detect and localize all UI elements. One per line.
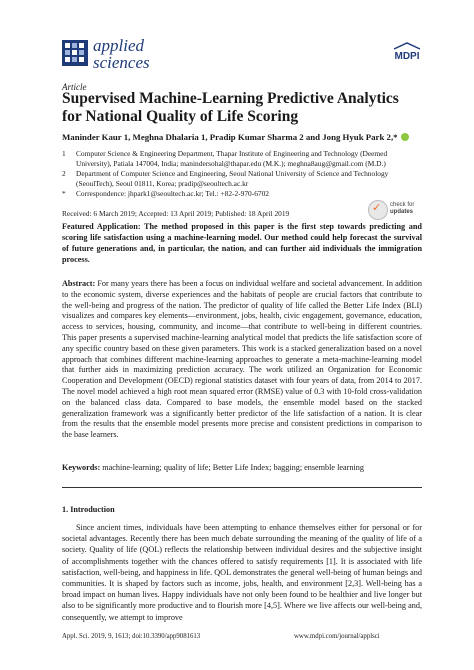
- journal-name-line2: sciences: [93, 53, 150, 72]
- abstract-label: Abstract:: [62, 279, 96, 288]
- article-type: Article: [62, 82, 87, 92]
- section-divider: [62, 487, 422, 488]
- affiliation-item: [62, 189, 422, 199]
- intro-paragraph: Since ancient times, individuals have been attempting to enhance themselves either for personal or for societal advantages. Recently there has been much debate surrounding the meaning of the quality of life of a society. Quality of life (QOL) reflects the relationship between individual desires and the subjective insight of accomplishments together with the chances offered to satisfy requirements [1]. It is associated with life satisfaction, well-being, and happiness in life. QOL demonstrates the general well-being of human beings and communities. It is shaped by factors such as income, jobs, health, and environment [2,3]. Well-being has a broad impact on human lives. Happy individuals have not only been found to be healthier and live longer but also to be significantly more productive and to flourish more [4,5]. Where we live affects our well-being and, consequently, we attempt to improve: [62, 523, 422, 622]
- check-updates-label: [390, 202, 414, 216]
- journal-logo-icon: [62, 40, 88, 66]
- keywords-label: Keywords:: [62, 463, 101, 472]
- affiliation-number: 1: [62, 149, 66, 158]
- affiliation-number: 2: [62, 169, 66, 179]
- affiliation-number: *: [62, 189, 66, 199]
- abstract: [62, 279, 422, 441]
- footer-url[interactable]: www.mdpi.com/journal/applsci: [294, 633, 380, 640]
- publication-dates: Received: 6 March 2019; Accepted: 13 April 2019; Published: 18 April 2019: [62, 209, 290, 218]
- abstract-text: For many years there has been a focus on individual welfare and societal advancement. In addition to the economic system, diverse experiences and the habitats of people are crucial factors that contribute to the well-being and progress of the nation. The predictor of quality of life called the Better Life Index (BLI) visualizes and compares key elements—environment, jobs, health, civic engagement, governance, education, access to services, housing, community, and income—that contribute to well-being in different countries. This paper presents a supervised machine-learning analytical model that predicts the life satisfaction score of any specific country based on these given parameters. This work is a stacked generalization based on a novel approach that combines different machine-learning approaches to generate a meta-machine-learning model that further aids in maximizing prediction accuracy. The work utilized an Organization for Economic Cooperation and Development (OECD) regional statistics dataset with four years of data, from 2014 to 2017. The novel model achieved a high root mean squared error (RMSE) value of 0.3 with 10-fold cross-validation on the balanced class data. Compared to base models, the ensemble model based on the stacked generalization framework was a significantly better predictor of the life satisfaction of a nation. It is clear from the results that the ensemble model presents more precise and consistent predictions in comparison to the base learners.: [62, 279, 422, 440]
- affiliation-item: [62, 169, 422, 188]
- keywords: [62, 463, 422, 472]
- footer-citation: Appl. Sci. 2019, 9, 1613; doi:10.3390/app9081613: [62, 633, 201, 640]
- journal-name-line1: applied: [93, 36, 144, 55]
- affiliation-item: [62, 149, 422, 168]
- checkmark-icon: ✓: [372, 201, 382, 214]
- check-updates-line1: check for: [390, 202, 415, 208]
- publisher-name: MDPI: [394, 51, 420, 62]
- affiliations: [62, 149, 422, 200]
- orcid-icon[interactable]: [401, 133, 409, 141]
- check-updates-line2: updates: [390, 209, 414, 215]
- affiliation-text: Computer Science & Engineering Department, Thapar Institute of Engineering and Technology (Deemed University), Patiala 147004, India; manindersohal@thapar.edu (M.K.); meghna8aug@gmail.com (M.D.): [76, 149, 388, 168]
- section-heading: 1. Introduction: [62, 505, 115, 514]
- author-list: [62, 132, 409, 142]
- check-for-updates-button[interactable]: [368, 199, 420, 221]
- mdpi-logo-icon: [392, 41, 422, 63]
- author-names: Maninder Kaur 1, Meghna Dhalaria 1, Pradip Kumar Sharma 2 and Jong Hyuk Park 2,*: [62, 132, 398, 142]
- keywords-text: machine-learning; quality of life; Better Life Index; bagging; ensemble learning: [102, 463, 364, 472]
- affiliation-text: Department of Computer Science and Engineering, Seoul National University of Science and Technology (SeoulTech), Seoul 01811, Korea; pradip@seoultech.ac.kr: [76, 169, 389, 188]
- featured-application: Featured Application: The method proposed in this paper is the first step towards predicting and scoring life satisfaction using a machine-learning model. Our method could help forecast the survival of future generations and, in particular, the nation, and can further aid individuals the immigration process.: [62, 222, 422, 264]
- correspondence-text: Correspondence: jhpark1@seoultech.ac.kr; Tel.: +82-2-970-6702: [76, 189, 269, 199]
- journal-name: [93, 37, 150, 71]
- paper-title: Supervised Machine-Learning Predictive Analytics for National Quality of Life Scoring: [62, 90, 399, 125]
